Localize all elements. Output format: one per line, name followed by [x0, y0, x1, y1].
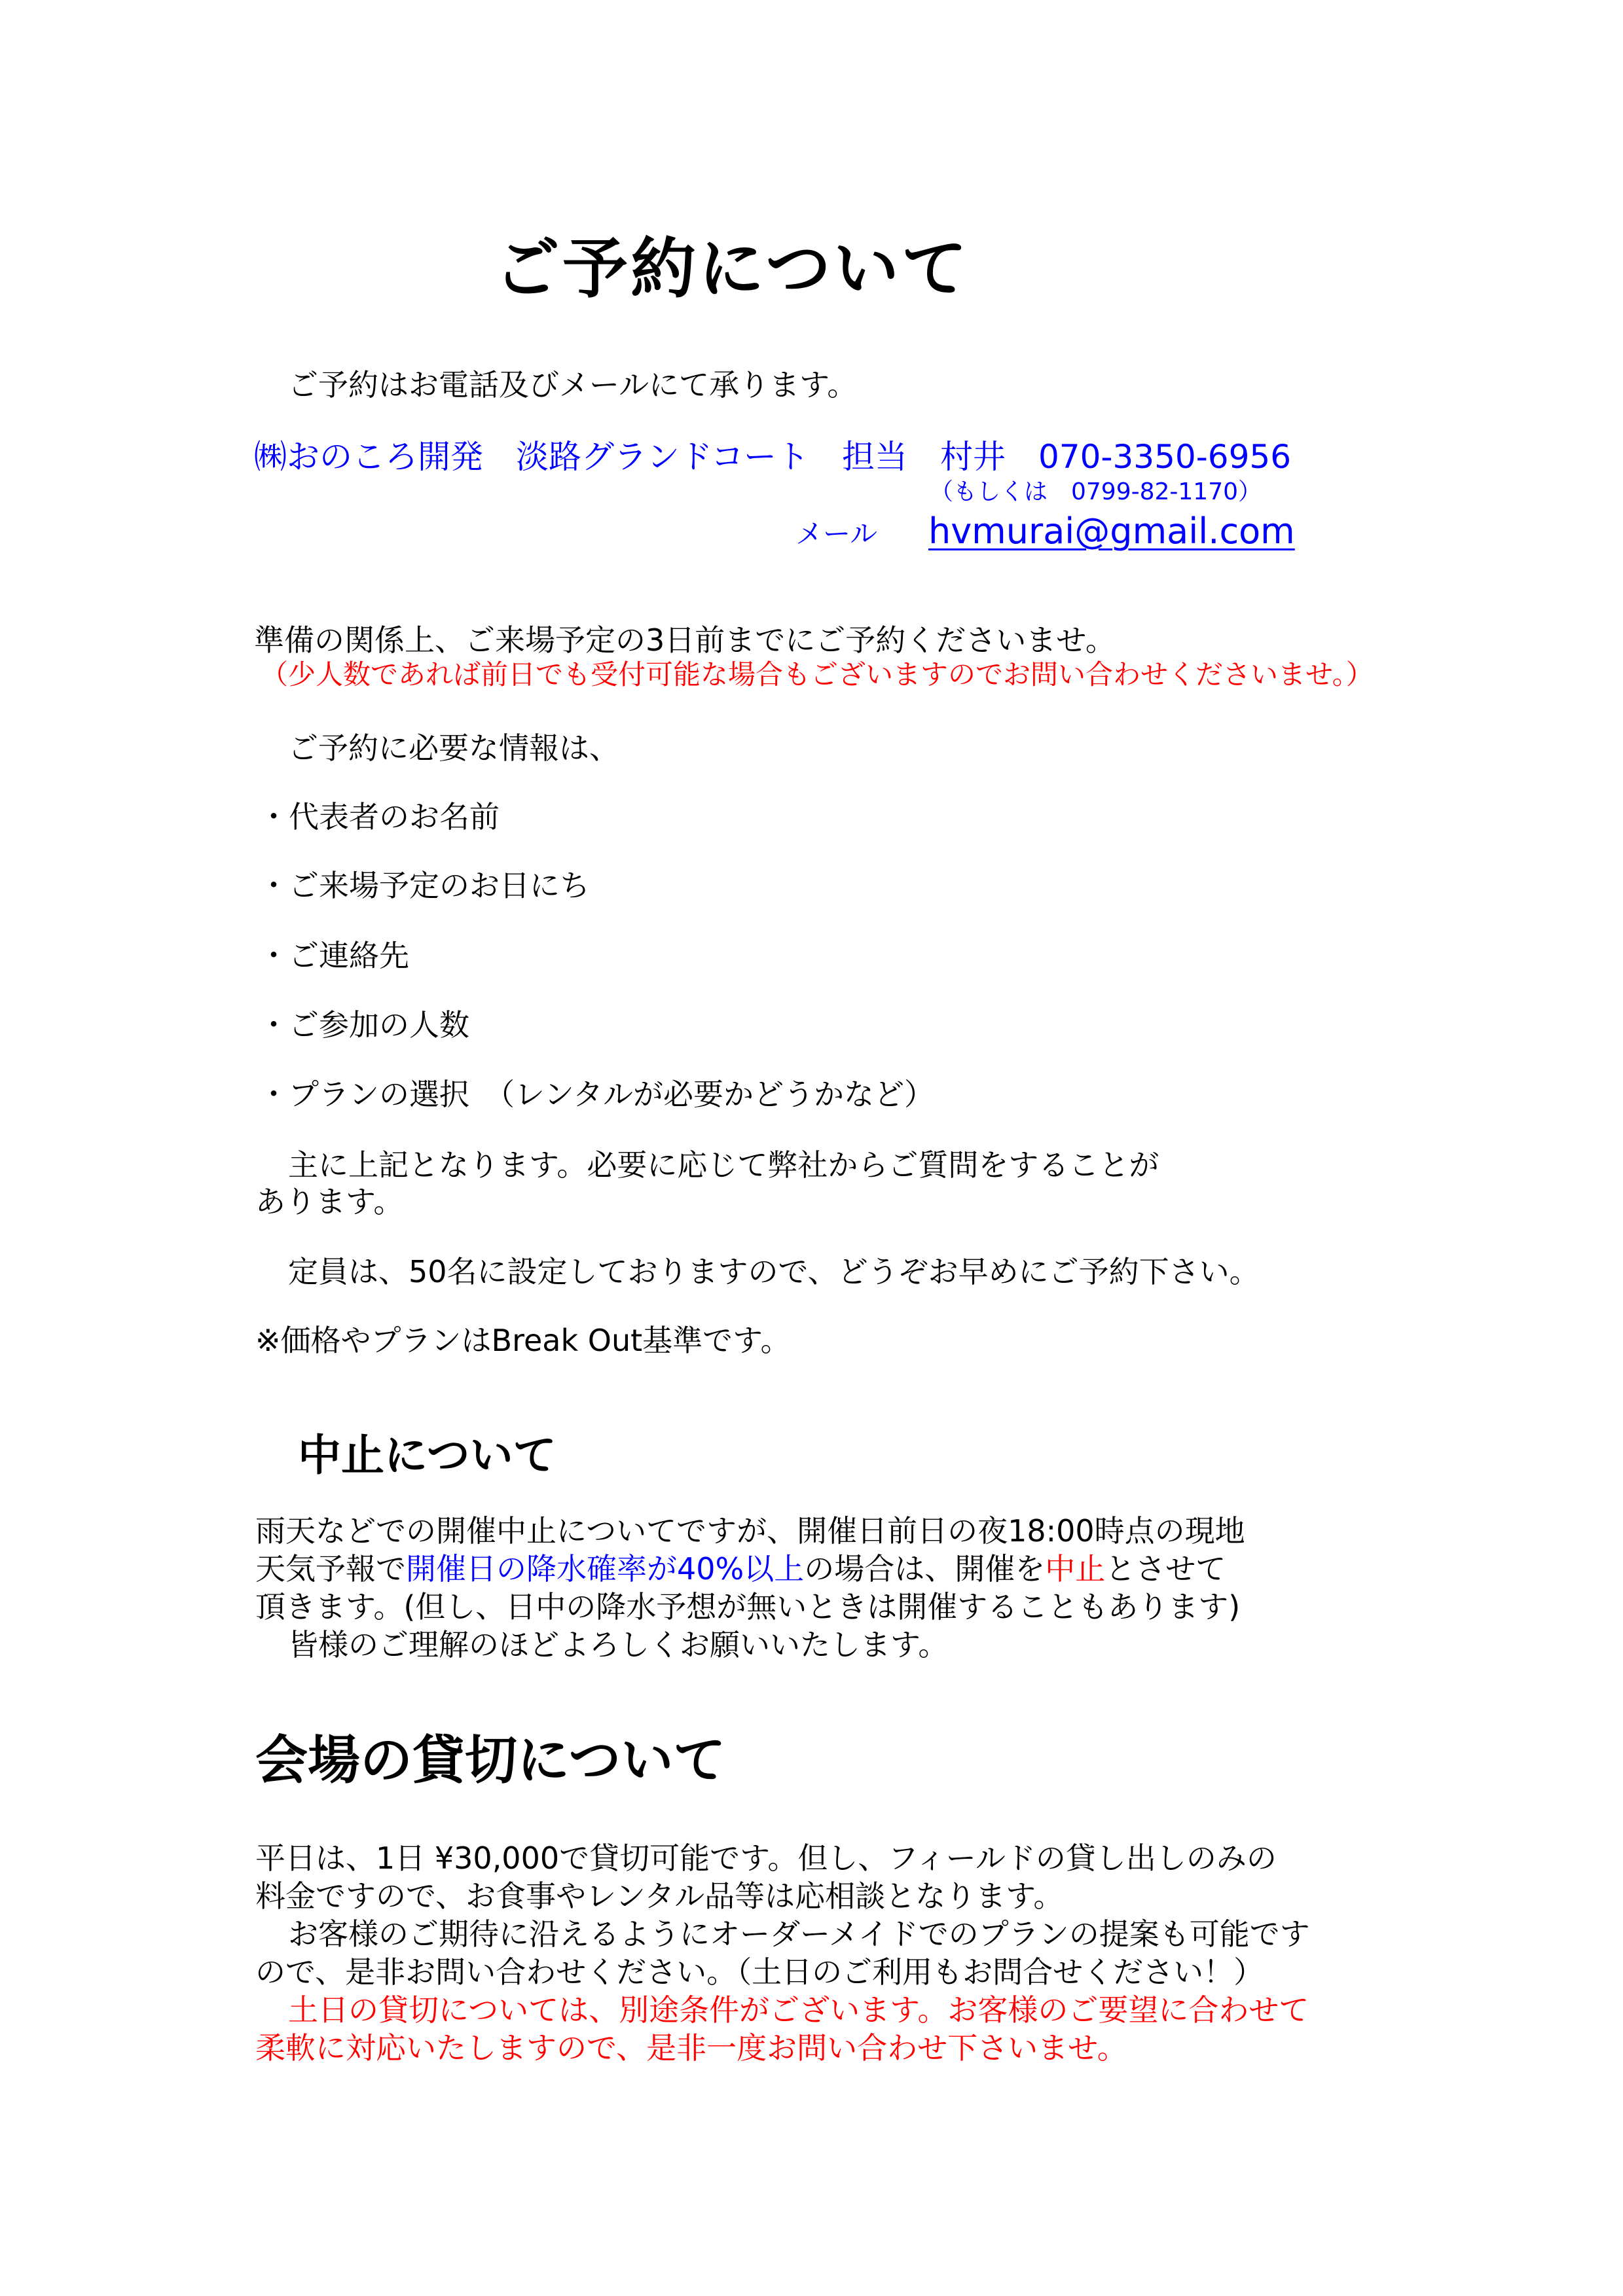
charter-title: 会場の貸切について — [255, 1730, 726, 1791]
list-item: ・ご来場予定のお日にち — [259, 868, 590, 903]
cancellation-text: の場合は、開催を — [804, 1551, 1046, 1587]
mail-link[interactable]: hvmurai@gmail.com — [928, 511, 1295, 552]
page-title: ご予約について — [494, 230, 970, 307]
charter-line: 平日は、1日 ¥30,000で貸切可能です。但し、フィールドの貸し出しのみの — [255, 1840, 1277, 1876]
questions-line: 主に上記となります。必要に応じて弊社からご質問をすることが — [288, 1147, 1159, 1183]
cancel-word: 中止 — [1045, 1551, 1106, 1587]
list-item: ・ご連絡先 — [259, 938, 409, 973]
cancellation-line: 頂きます。(但し、日中の降水予想が無いときは開催することもあります) — [255, 1589, 1241, 1624]
capacity-text: 定員は、50名に設定しておりますので、どうぞお早めにご予約下さい。 — [288, 1254, 1260, 1289]
rain-threshold: 開催日の降水確率が40%以上 — [406, 1551, 805, 1587]
contact-line: ㈱おのころ開発 淡路グランドコート 担当 村井 070-3350-6956 — [254, 438, 1292, 476]
list-item: ・代表者のお名前 — [259, 799, 500, 834]
alt-phone: （もしくは 0799-82-1170） — [930, 478, 1262, 505]
price-note: ※価格やプランはBreak Out基準です。 — [255, 1323, 791, 1358]
charter-weekend-note: 柔軟に対応いたしますので、是非一度お問い合わせ下さいませ。 — [255, 2030, 1127, 2066]
mail-label: メール — [795, 518, 878, 550]
questions-line: あります。 — [255, 1184, 404, 1219]
charter-line: ので、是非お問い合わせください。（土日のご利用もお問合せください！） — [255, 1954, 1264, 1990]
deadline-text: 準備の関係上、ご来場予定の3日前までにご予約くださいませ。 — [254, 622, 1116, 658]
charter-line: お客様のご期待に沿えるようにオーダーメイドでのプランの提案も可能です — [288, 1916, 1310, 1952]
cancellation-text: 天気予報で — [255, 1551, 406, 1587]
cancellation-line: 雨天などでの開催中止についてですが、開催日前日の夜18:00時点の現地 — [255, 1513, 1245, 1549]
reservation-intro: ご予約はお電話及びメールにて承ります。 — [288, 367, 858, 403]
cancellation-text: とさせて — [1105, 1551, 1226, 1587]
list-item: ・プランの選択 （レンタルが必要かどうかなど） — [259, 1077, 935, 1112]
deadline-note: （少人数であれば前日でも受付可能な場合もございますのでお問い合わせくださいませ。） — [261, 658, 1374, 691]
charter-weekend-note: 土日の貸切については、別途条件がございます。お客様のご要望に合わせて — [288, 1992, 1309, 2028]
charter-line: 料金ですので、お食事やレンタル品等は応相談となります。 — [255, 1878, 1064, 1914]
cancellation-title: 中止について — [298, 1430, 556, 1480]
list-item: ・ご参加の人数 — [259, 1007, 469, 1043]
info-intro: ご予約に必要な情報は、 — [288, 730, 619, 766]
cancellation-line — [255, 1550, 1565, 1588]
cancellation-line: 皆様のご理解のほどよろしくお願いいたします。 — [288, 1627, 949, 1662]
